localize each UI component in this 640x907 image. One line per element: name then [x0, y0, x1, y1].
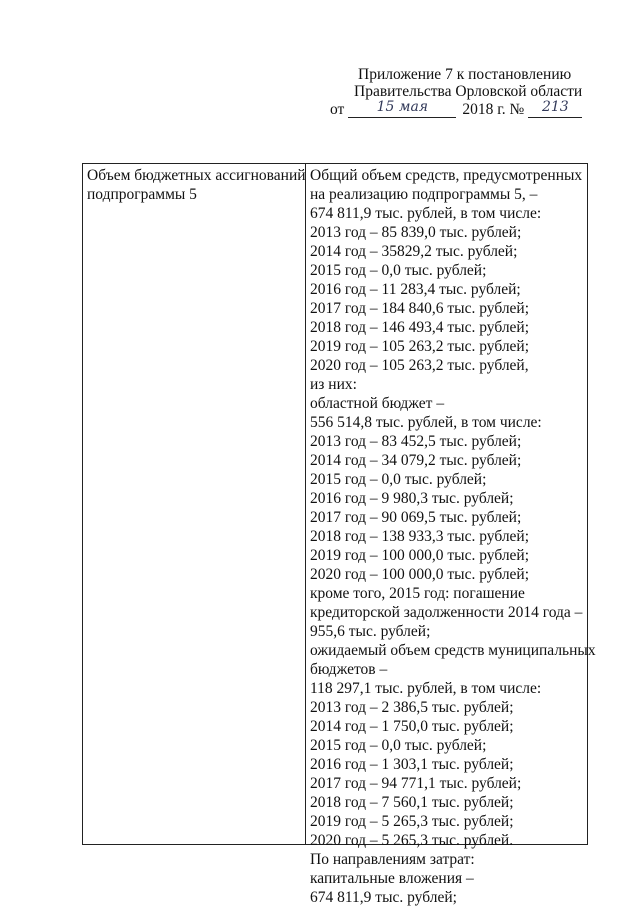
- right-cell-line: 2017 год – 94 771,1 тыс. рублей;: [310, 775, 522, 792]
- right-cell-line: 955,6 тыс. рублей;: [310, 623, 431, 640]
- right-cell-line: По направлениям затрат:: [310, 851, 475, 868]
- right-cell-line: 118 297,1 тыс. рублей, в том числе:: [310, 680, 542, 697]
- right-cell-line: 2020 год – 105 263,2 тыс. рублей,: [310, 357, 529, 374]
- right-cell-line: 2019 год – 5 265,3 тыс. рублей;: [310, 813, 514, 830]
- right-cell-line: 2014 год – 1 750,0 тыс. рублей;: [310, 718, 514, 735]
- right-cell-line: 2020 год – 5 265,3 тыс. рублей.: [310, 832, 514, 849]
- right-cell-line: 674 811,9 тыс. рублей, в том числе:: [310, 205, 542, 222]
- handwritten-date: 15 мая: [348, 100, 456, 118]
- right-cell-line: капитальные вложения –: [310, 870, 474, 887]
- right-cell-line: 556 514,8 тыс. рублей, в том числе:: [310, 414, 542, 431]
- right-cell-line: 2015 год – 0,0 тыс. рублей;: [310, 737, 487, 754]
- budget-table: [82, 163, 596, 906]
- right-cell-line: 2015 год – 0,0 тыс. рублей;: [310, 262, 487, 279]
- left-cell-line: подпрограммы 5: [87, 186, 197, 203]
- right-cell-line: 2018 год – 7 560,1 тыс. рублей;: [310, 794, 514, 811]
- right-cell-line: 2013 год – 83 452,5 тыс. рублей;: [310, 433, 522, 450]
- left-cell-line: Объем бюджетных ассигнований: [87, 167, 306, 184]
- document-header: [330, 66, 620, 118]
- right-cell-line: 2013 год – 2 386,5 тыс. рублей;: [310, 699, 514, 716]
- right-cell-line: ожидаемый объем средств муниципальных: [310, 642, 596, 659]
- right-cell-line: областной бюджет –: [310, 395, 445, 412]
- right-cell-line: 2016 год – 11 283,4 тыс. рублей;: [310, 281, 521, 298]
- government-title: Правительства Орловской области: [354, 83, 583, 100]
- right-cell-line: кредиторской задолженности 2014 года –: [310, 604, 583, 621]
- table-left-cell: [83, 164, 306, 844]
- right-cell-line: 2014 год – 34 079,2 тыс. рублей;: [310, 452, 522, 469]
- right-cell-line: 2013 год – 85 839,0 тыс. рублей;: [310, 224, 522, 241]
- date-number-line: [330, 100, 620, 118]
- right-cell-line: 2019 год – 105 263,2 тыс. рублей;: [310, 338, 530, 355]
- right-cell-line: из них:: [310, 376, 357, 393]
- right-cell-line: Общий объем средств, предусмотренных: [310, 167, 583, 184]
- right-cell-line: 2018 год – 146 493,4 тыс. рублей;: [310, 319, 530, 336]
- appendix-title: Приложение 7 к постановлению: [358, 66, 572, 83]
- year-text: 2018 г. №: [462, 101, 525, 118]
- right-cell-line: 2020 год – 100 000,0 тыс. рублей;: [310, 566, 530, 583]
- right-cell-line: 2018 год – 138 933,3 тыс. рублей;: [310, 528, 530, 545]
- table-right-cell: [306, 164, 600, 906]
- right-cell-line: кроме того, 2015 год: погашение: [310, 585, 525, 602]
- right-cell-line: бюджетов –: [310, 661, 388, 678]
- handwritten-number: 213: [528, 100, 582, 118]
- right-cell-line: 2016 год – 9 980,3 тыс. рублей;: [310, 490, 514, 507]
- right-cell-line: 2016 год – 1 303,1 тыс. рублей;: [310, 756, 514, 773]
- right-cell-line: 2019 год – 100 000,0 тыс. рублей;: [310, 547, 530, 564]
- right-cell-line: на реализацию подпрограммы 5, –: [310, 186, 538, 203]
- right-cell-line: 2015 год – 0,0 тыс. рублей;: [310, 471, 487, 488]
- right-cell-line: 674 811,9 тыс. рублей;: [310, 889, 457, 906]
- right-cell-line: 2017 год – 184 840,6 тыс. рублей;: [310, 300, 530, 317]
- date-prefix: от: [330, 101, 345, 118]
- right-cell-line: 2014 год – 35829,2 тыс. рублей;: [310, 243, 518, 260]
- right-cell-line: 2017 год – 90 069,5 тыс. рублей;: [310, 509, 522, 526]
